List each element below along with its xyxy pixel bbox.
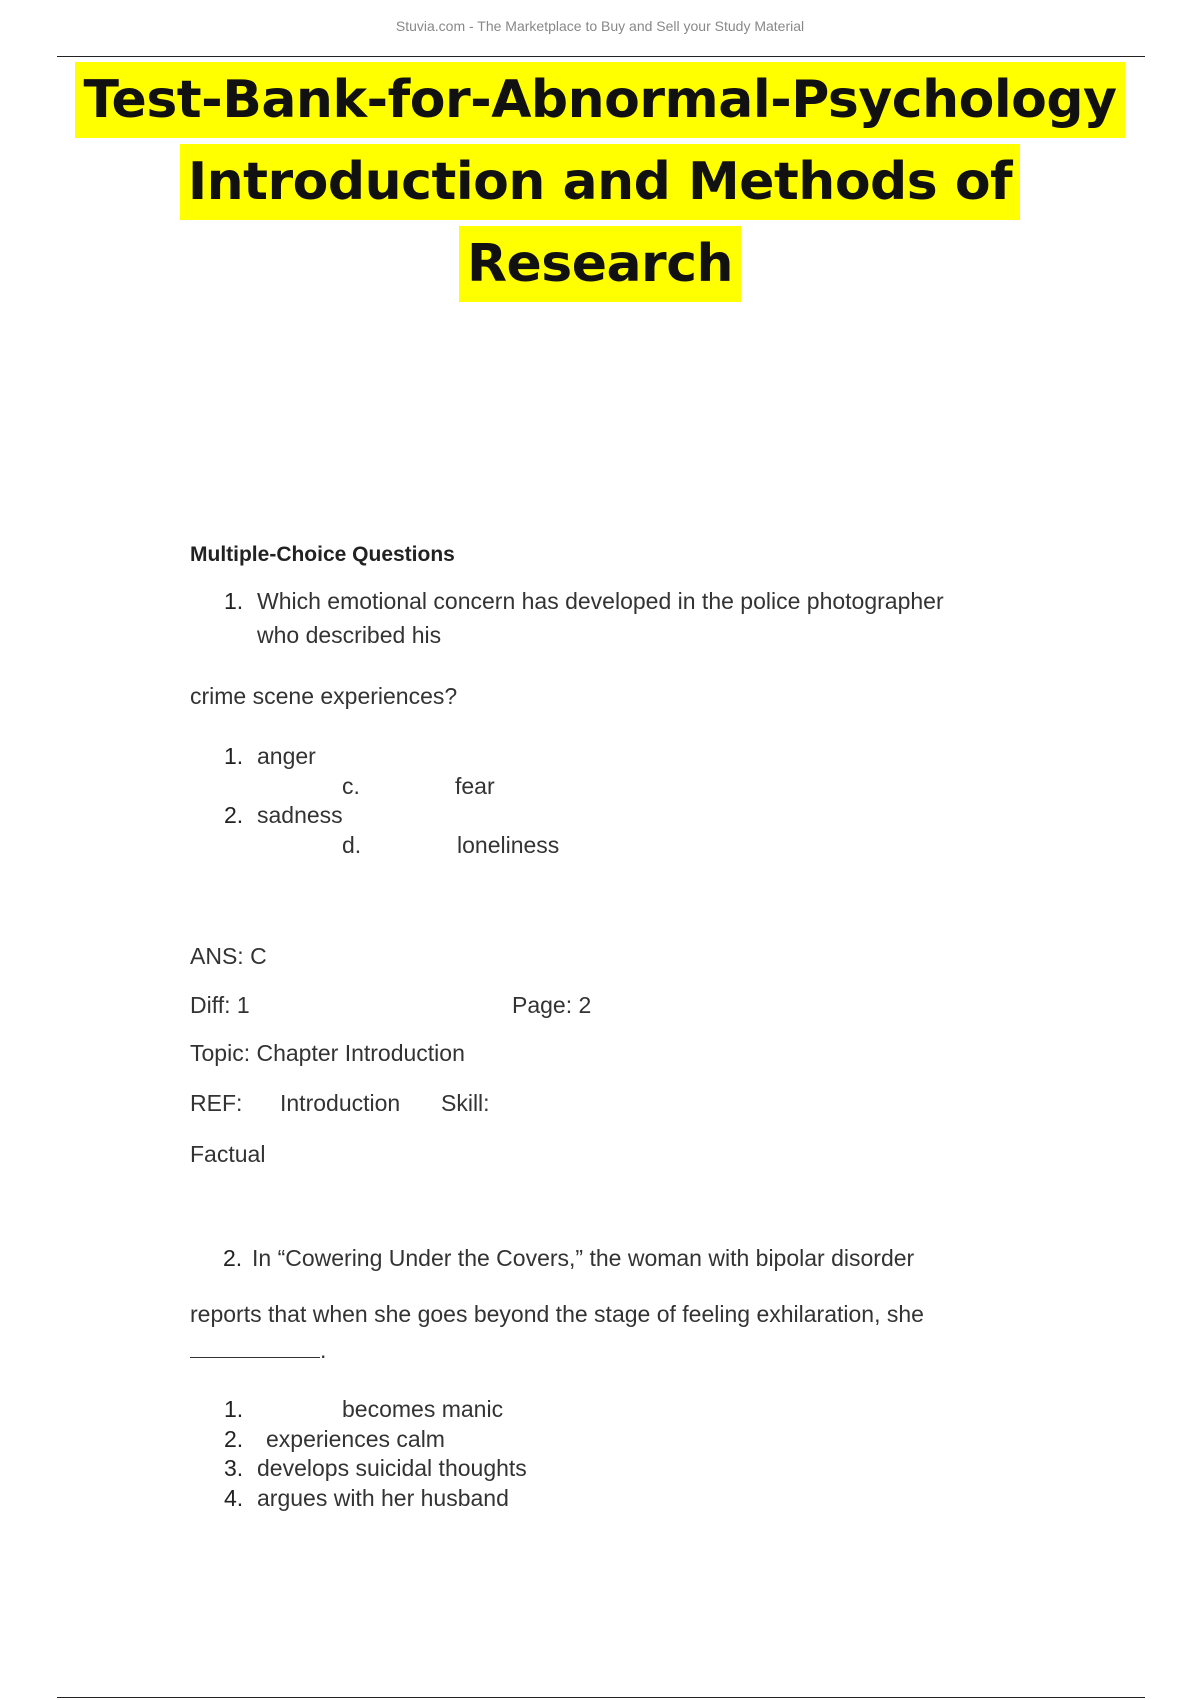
q1-difficulty: Diff: 1 xyxy=(190,992,250,1018)
q2-text-line1: In “Cowering Under the Covers,” the woman with bipolar disorder xyxy=(252,1245,915,1271)
q1-skill-value: Factual xyxy=(190,1141,266,1167)
q2-option-text: develops suicidal thoughts xyxy=(257,1455,527,1481)
q1-text-line3: crime scene experiences? xyxy=(190,683,458,709)
q1-option-label: c. xyxy=(342,773,360,799)
q2-option-label: 1. xyxy=(224,1396,244,1422)
q1-ref-label: REF: xyxy=(190,1090,243,1116)
answer-blank-line xyxy=(190,1355,320,1358)
q1-option-text: anger xyxy=(257,743,316,769)
q2-option-text: becomes manic xyxy=(342,1396,504,1422)
q2-blank-suffix: . xyxy=(320,1337,327,1363)
top-rule xyxy=(57,56,1145,57)
title-line-3: Research xyxy=(459,226,741,302)
q1-option-label: 2. xyxy=(224,802,244,828)
q1-ref-value: Introduction xyxy=(280,1090,401,1116)
q2-text-line2: reports that when she goes beyond the stage of feeling exhilaration, she xyxy=(190,1301,924,1327)
q1-option-text: fear xyxy=(455,773,495,799)
q1-option-label: 1. xyxy=(224,743,244,769)
q1-option-label: d. xyxy=(342,832,362,858)
q1-skill-label: Skill: xyxy=(441,1090,490,1116)
q2-blank xyxy=(190,1337,326,1364)
q1-answer: ANS: C xyxy=(190,943,267,969)
q2-option-text: experiences calm xyxy=(266,1426,445,1452)
q1-option-text: sadness xyxy=(257,802,343,828)
q2-option-text: argues with her husband xyxy=(257,1485,509,1511)
q2-option-label: 3. xyxy=(224,1455,244,1481)
title-line-1: Test-Bank-for-Abnormal-Psychology xyxy=(75,62,1124,138)
header-note: Stuvia.com - The Marketplace to Buy and Sell your Study Material xyxy=(395,18,805,34)
q1-page: Page: 2 xyxy=(512,992,592,1018)
q1-text-line1: Which emotional concern has developed in the police photographer xyxy=(257,588,944,614)
bottom-rule xyxy=(57,1697,1145,1698)
q2-number: 2. xyxy=(223,1245,243,1271)
q2-option-label: 2. xyxy=(224,1426,244,1452)
document-title xyxy=(0,62,1200,302)
q1-text-line2: who described his xyxy=(257,622,442,648)
section-heading: Multiple-Choice Questions xyxy=(190,543,455,566)
q1-topic: Topic: Chapter Introduction xyxy=(190,1040,465,1066)
q2-option-label: 4. xyxy=(224,1485,244,1511)
title-line-2: Introduction and Methods of xyxy=(180,144,1020,220)
q1-option-text: loneliness xyxy=(457,832,560,858)
q1-number: 1. xyxy=(224,588,244,614)
